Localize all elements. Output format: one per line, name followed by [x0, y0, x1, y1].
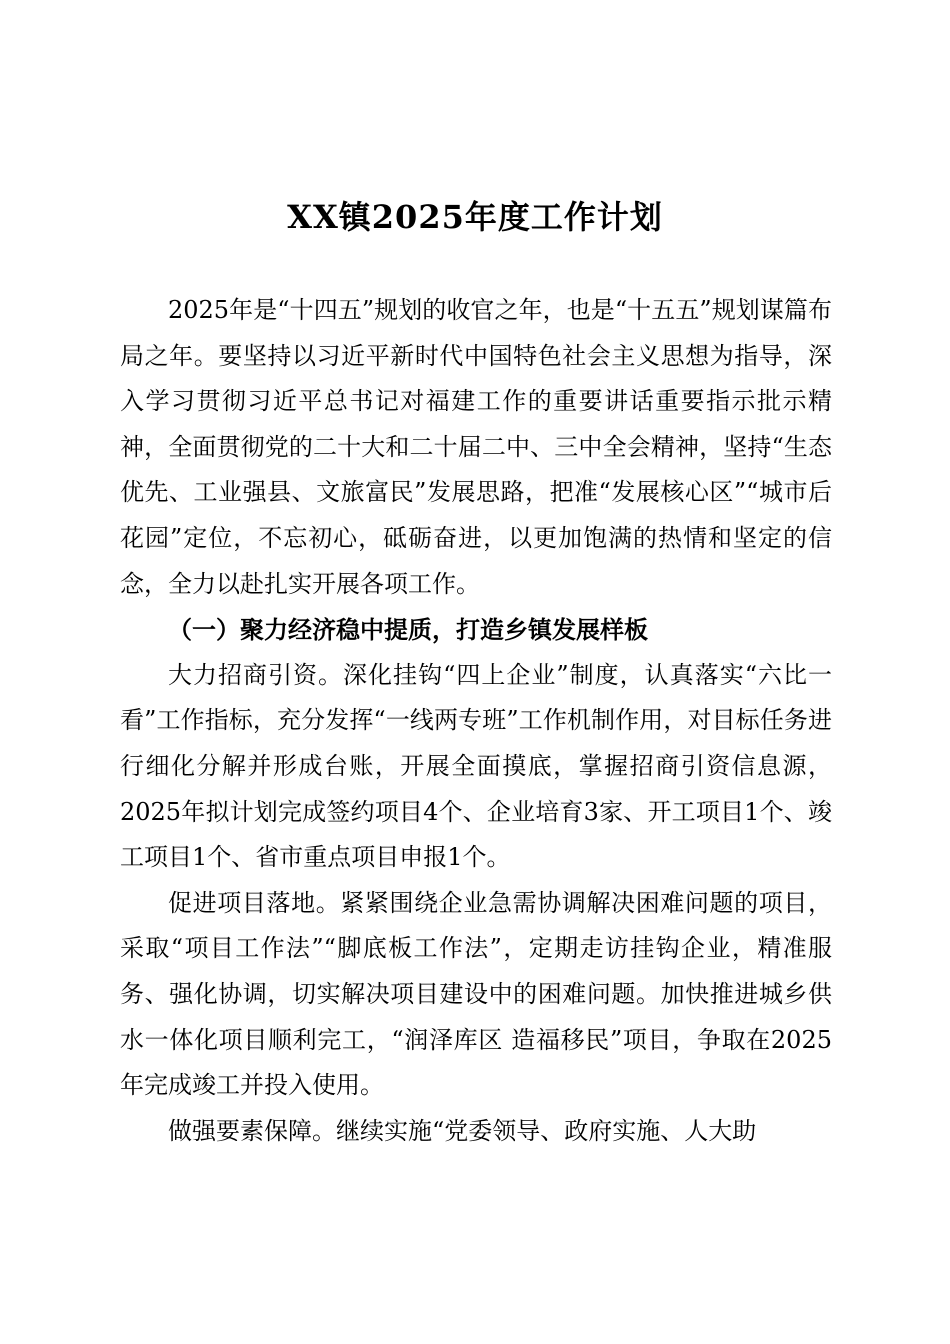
- section-heading: （一）聚力经济稳中提质，打造乡镇发展样板: [168, 615, 648, 645]
- intro-paragraph: 2025年是“十四五”规划的收官之年，也是“十五五”规划谋篇布局之年。要坚持以习近平新时代中国特色社会主义思想为指导，深入学习贯彻习近平总书记对福建工作的重要讲话重要指示批示精神，全面贯彻党的二十大和二十届二中、三中全会精神，坚持“生态优先、工业强县、文旅富民”发展思路，把准“发展核心区”“城市后花园”定位，不忘初心，砥砺奋进，以更加饱满的热情和坚定的信念，全力以赴扎实开展各项工作。: [120, 296, 832, 598]
- paragraph-guarantee: 做强要素保障。继续实施“党委领导、政府实施、人大助: [168, 1116, 757, 1145]
- document-body: [120, 288, 832, 1154]
- paragraph-investment: 大力招商引资。深化挂钩“四上企业”制度，认真落实“六比一看”工作指标，充分发挥“一线两专班”工作机制作用，对目标任务进行细化分解并形成台账，开展全面摸底，掌握招商引资信息源，2025年拟计划完成签约项目4个、企业培育3家、开工项目1个、竣工项目1个、省市重点项目申报1个。: [120, 660, 832, 872]
- document-title: XX镇2025年度工作计划: [287, 198, 663, 236]
- paragraph-projects: 促进项目落地。紧紧围绕企业急需协调解决困难问题的项目，采取“项目工作法”“脚底板工作法”，定期走访挂钩企业，精准服务、强化协调，切实解决项目建设中的困难问题。加快推进城乡供水一体化项目顺利完工，“润泽库区 造福移民”项目，争取在2025年完成竣工并投入使用。: [120, 888, 832, 1100]
